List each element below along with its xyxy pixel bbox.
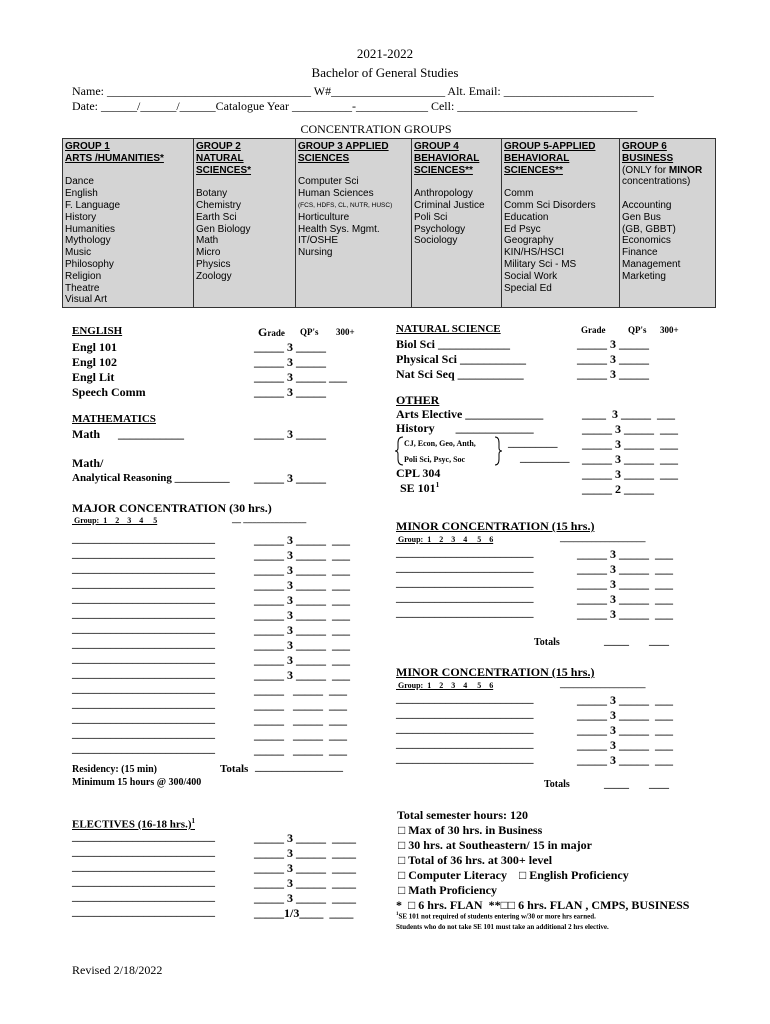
group-1-item: Mythology: [65, 235, 111, 247]
check-southeastern-hours[interactable]: □ 30 hrs. at Southeastern/ 15 in major: [398, 838, 592, 852]
group-2-item: Botany: [196, 188, 228, 200]
left-grade-header: Grade: [258, 325, 285, 339]
major-course-grade[interactable]: _____ 3 _____ ___: [254, 668, 350, 682]
major-course-grade[interactable]: _____ _____ ___: [254, 728, 347, 742]
major-course-grade[interactable]: _____ _____ ___: [254, 683, 347, 697]
group-6-item: [622, 188, 715, 200]
group-5-header: GROUP 5-APPLIED BEHAVIORAL SCIENCES**: [504, 141, 596, 176]
physical-sci-grade[interactable]: _____ 3 _____: [577, 352, 649, 366]
nat-sci-seq[interactable]: Nat Sci Seq ___________: [396, 367, 524, 381]
minor-course-field[interactable]: _________________________: [396, 693, 534, 705]
group-5-column: [501, 139, 619, 307]
other-course-grade[interactable]: _____ 2 _____: [582, 482, 654, 496]
social-science-line-2[interactable]: _________: [520, 452, 570, 464]
group-6-item: Accounting: [622, 199, 672, 211]
poli-sci-psyc-soc-label: Poli Sci, Psyc, Soc: [404, 455, 466, 464]
group-4-item: [414, 176, 501, 188]
physical-sci[interactable]: Physical Sci ___________: [396, 352, 527, 366]
group-2-items: [196, 176, 295, 282]
engl-102: Engl 102: [72, 355, 118, 369]
minor-course-grade[interactable]: _____ 3 _____ ___: [577, 693, 673, 707]
left-qps-header: QP's: [300, 327, 319, 337]
footnote-se101: $^1$SE 101 not required of students entering w/30 or more hrs earned.: [396, 912, 596, 921]
group-4-item: Anthropology: [414, 188, 473, 200]
minor-course-grade[interactable]: _____ 3 _____ ___: [577, 577, 673, 591]
group-2-item: Micro: [196, 247, 221, 259]
check-math-proficiency[interactable]: □ Math Proficiency: [398, 883, 497, 897]
social-science-line-1[interactable]: _________: [508, 437, 558, 449]
group-2-item: Chemistry: [196, 199, 242, 211]
name-line[interactable]: Name: __________________________________ W#___________________ Alt. Email: _________________________: [72, 84, 654, 98]
major-course-field[interactable]: __________________________: [72, 548, 215, 560]
group-5-items: [504, 176, 619, 294]
total-semester-hours: Total semester hours: 120: [397, 808, 528, 822]
group-5-item: Comm Sci Disorders: [504, 199, 596, 211]
group-1-item: Philosophy: [65, 258, 114, 270]
group-6-item: Finance: [622, 247, 658, 259]
group-1-item: F. Language: [65, 199, 121, 211]
major-course-grade[interactable]: _____ 3 _____ ___: [254, 593, 350, 607]
minor-course-field[interactable]: _________________________: [396, 592, 534, 604]
group-5-item: Ed Psyc: [504, 223, 541, 235]
group-2-item: Earth Sci: [196, 211, 237, 223]
major-course-grade[interactable]: _____ 3 _____ ___: [254, 623, 350, 637]
minor-1-group-line[interactable]: ___________________: [560, 533, 646, 543]
major-course-grade[interactable]: _____ 3 _____ ___: [254, 563, 350, 577]
group-2-column: [193, 139, 295, 307]
major-course-field[interactable]: __________________________: [72, 593, 215, 605]
group-5-item: Military Sci - MS: [504, 258, 577, 270]
minor-course-grade[interactable]: _____ 3 _____ ___: [577, 592, 673, 606]
major-course-field[interactable]: __________________________: [72, 713, 215, 725]
engl-102-grade[interactable]: _____ 3 _____: [254, 355, 326, 369]
group-1-items: [65, 165, 193, 307]
major-course-grade[interactable]: _____ 3 _____ ___: [254, 608, 350, 622]
minor-course-field[interactable]: _________________________: [396, 562, 534, 574]
group-1-item: English: [65, 188, 98, 200]
right-300-header: 300+: [660, 325, 679, 335]
group-2-header: GROUP 2 NATURAL SCIENCES*: [196, 141, 252, 176]
engl-lit-grade[interactable]: _____ 3 _____ ___: [254, 370, 347, 384]
minor-1-totals-label: Totals: [534, 637, 560, 648]
group-3-items: [298, 165, 411, 200]
minor-course-field[interactable]: _________________________: [396, 607, 534, 619]
elective-course-field[interactable]: __________________________: [72, 891, 215, 903]
group-5-item: Education: [504, 211, 549, 223]
speech-comm-grade[interactable]: _____ 3 _____: [254, 385, 326, 399]
minor-course-field[interactable]: _________________________: [396, 577, 534, 589]
check-computer-english[interactable]: □ Computer Literacy □ English Proficiency: [398, 868, 629, 882]
major-group-line[interactable]: __ ______________: [232, 514, 307, 524]
other-course-grade[interactable]: _____ 3 _____ ___: [582, 437, 678, 451]
biol-sci[interactable]: Biol Sci ____________: [396, 337, 511, 351]
group-4-item: Criminal Justice: [414, 199, 485, 211]
check-max-business[interactable]: □ Max of 30 hrs. in Business: [398, 823, 543, 837]
history-field[interactable]: History _____________: [396, 421, 534, 435]
group-3-item: [298, 165, 411, 177]
group-6-note: (ONLY for MINOR: [622, 164, 703, 176]
major-course-field[interactable]: __________________________: [72, 743, 215, 755]
math2-label: Math/: [72, 456, 104, 470]
elective-course-field[interactable]: __________________________: [72, 861, 215, 873]
major-course-field[interactable]: __________________________: [72, 563, 215, 575]
major-concentration-heading: MAJOR CONCENTRATION (30 hrs.): [72, 501, 272, 515]
group-3-column: [295, 139, 411, 307]
group-5-item: Geography: [504, 235, 554, 247]
page-title: Bachelor of General Studies: [311, 65, 459, 80]
biol-sci-grade[interactable]: _____ 3 _____: [577, 337, 649, 351]
group-6-item: Marketing: [622, 270, 666, 282]
math-grade[interactable]: _____ 3 _____: [254, 427, 326, 441]
year-heading: 2021-2022: [356, 46, 414, 61]
right-qps-header: QP's: [628, 325, 647, 335]
major-group-selector[interactable]: Group: 1 2 3 4 5: [72, 516, 158, 525]
group-3-item: Health Sys. Mgmt.: [298, 223, 380, 235]
cpl-304: CPL 304: [396, 466, 441, 480]
elective-course-field[interactable]: __________________________: [72, 876, 215, 888]
minor-course-grade[interactable]: _____ 3 _____ ___: [577, 753, 673, 767]
group-3-items-more: [298, 212, 411, 259]
major-course-field[interactable]: __________________________: [72, 623, 215, 635]
minor-course-grade[interactable]: _____ 3 _____ ___: [577, 708, 673, 722]
mathematics-heading: MATHEMATICS: [72, 413, 156, 425]
group-6-item: Gen Bus: [622, 211, 661, 223]
cj-econ-geo-anth-label: CJ, Econ, Geo, Anth,: [404, 439, 476, 448]
group-3-header: GROUP 3 APPLIED SCIENCES: [298, 141, 389, 164]
other-course-grade[interactable]: _____ 3 _____ ___: [582, 422, 678, 436]
elective-course-grade[interactable]: _____ 3 _____ ____: [254, 876, 356, 890]
major-course-grade[interactable]: _____ 3 _____ ___: [254, 548, 350, 562]
group-6-item: Management: [622, 258, 681, 270]
group-6-header: GROUP 6 BUSINESS: [622, 141, 674, 164]
check-300-level[interactable]: □ Total of 36 hrs. at 300+ level: [398, 853, 553, 867]
minor-1-group-selector[interactable]: Group: 1 2 3 4 5 6: [396, 535, 494, 544]
group-2-item: [196, 176, 295, 188]
left-300-header: 300+: [336, 327, 355, 337]
major-course-grade[interactable]: _____ 3 _____ ___: [254, 653, 350, 667]
group-5-item: Special Ed: [504, 282, 552, 294]
major-course-field[interactable]: __________________________: [72, 668, 215, 680]
group-2-item: Zoology: [196, 270, 232, 282]
major-course-field[interactable]: __________________________: [72, 578, 215, 590]
right-grade-header: Grade: [581, 325, 606, 335]
minor-course-field[interactable]: _________________________: [396, 723, 534, 735]
concentration-groups-table: [62, 138, 716, 308]
group-2-item: Gen Biology: [196, 223, 251, 235]
concentration-title: CONCENTRATION GROUPS: [300, 122, 452, 136]
group-5-item: [504, 176, 619, 188]
group-4-column: [411, 139, 501, 307]
elective-course-grade[interactable]: _____ 3 _____ ____: [254, 846, 356, 860]
electives-heading: ELECTIVES (16-18 hrs.)$^1$: [72, 817, 195, 831]
minor-concentration-1-heading: MINOR CONCENTRATION (15 hrs.): [396, 519, 595, 533]
major-course-field[interactable]: __________________________: [72, 638, 215, 650]
group-1-item: Music: [65, 247, 92, 259]
elective-course-field[interactable]: __________________________: [72, 831, 215, 843]
group-3-item: Nursing: [298, 247, 333, 259]
other-course-grade[interactable]: _____ 3 _____ ___: [582, 467, 678, 481]
major-course-field[interactable]: __________________________: [72, 653, 215, 665]
analytical-grade[interactable]: _____ 3 _____: [254, 471, 326, 485]
minor-2-totals-label: Totals: [544, 779, 570, 790]
major-course-grade[interactable]: _____ 3 _____ ___: [254, 578, 350, 592]
nat-sci-seq-grade[interactable]: _____ 3 _____: [577, 367, 649, 381]
group-1-header: GROUP 1 ARTS /HUMANITIES*: [65, 141, 164, 164]
minor-1-totals-fields[interactable]: _____ ____: [604, 636, 669, 647]
group-6-item: (GB, GBBT): [622, 223, 676, 235]
group-5-item: KIN/HS/HSCI: [504, 247, 565, 259]
group-1-column: [63, 139, 193, 307]
group-3-item: Computer Sci: [298, 176, 359, 188]
group-3-item: IT/OSHE: [298, 235, 339, 247]
major-totals-label: Totals: [220, 763, 249, 775]
minor-course-field[interactable]: _________________________: [396, 753, 534, 765]
residency-label: Residency: (15 min): [72, 764, 157, 775]
minimum-hours-label: Minimum 15 hours @ 300/400: [72, 777, 202, 788]
other-course-grade[interactable]: _____ 3 _____ ___: [582, 452, 678, 466]
group-1-item: [65, 165, 193, 177]
other-heading: OTHER: [396, 393, 440, 407]
major-course-grade[interactable]: _____ _____ ___: [254, 698, 347, 712]
group-6-item: Economics: [622, 235, 671, 247]
minor-2-group-line[interactable]: ___________________: [560, 679, 646, 689]
minor-course-field[interactable]: _________________________: [396, 738, 534, 750]
group-4-item: Poli Sci: [414, 211, 448, 223]
major-course-grade[interactable]: _____ _____ ___: [254, 713, 347, 727]
minor-course-grade[interactable]: _____ 3 _____ ___: [577, 562, 673, 576]
group-1-item: Dance: [65, 176, 94, 188]
elective-course-grade[interactable]: _____ 3 _____ ____: [254, 861, 356, 875]
group-2-item: Math: [196, 235, 219, 247]
natural-science-heading: NATURAL SCIENCE: [396, 323, 501, 335]
elective-course-grade[interactable]: _____ 3 _____ ____: [254, 891, 356, 905]
elective-course-grade[interactable]: _____1/3____ ____: [254, 906, 354, 920]
speech-comm: Speech Comm: [72, 385, 146, 399]
engl-101-grade[interactable]: _____ 3 _____: [254, 340, 326, 354]
minor-course-grade[interactable]: _____ 3 _____ ___: [577, 738, 673, 752]
minor-concentration-2-heading: MINOR CONCENTRATION (15 hrs.): [396, 665, 595, 679]
math-label: Math: [72, 427, 100, 441]
group-6-items: [622, 188, 715, 282]
major-course-grade[interactable]: _____ 3 _____ ___: [254, 533, 350, 547]
minor-course-field[interactable]: _________________________: [396, 547, 534, 559]
major-course-grade[interactable]: _____ _____ ___: [254, 743, 347, 757]
minor-course-grade[interactable]: _____ 3 _____ ___: [577, 547, 673, 561]
other-course-grade[interactable]: ____ 3 _____ ___: [582, 407, 675, 421]
group-1-item: Theatre: [65, 282, 100, 294]
group-5-item: Social Work: [504, 270, 558, 282]
analytical-reasoning[interactable]: Analytical Reasoning __________: [72, 472, 230, 484]
date-line[interactable]: Date: ______/______/______Catalogue Year __________-____________ Cell: ______________________________: [72, 99, 638, 113]
se-101: SE $101^1$: [400, 481, 440, 495]
engl-lit: Engl Lit: [72, 370, 115, 384]
group-5-item: Comm: [504, 188, 534, 200]
right-brace-icon: [494, 436, 504, 466]
arts-elective[interactable]: Arts Elective _____________: [396, 407, 544, 421]
group-3-item: Horticulture: [298, 211, 350, 223]
minor-course-grade[interactable]: _____ 3 _____ ___: [577, 607, 673, 621]
group-4-header: GROUP 4 BEHAVIORAL SCIENCES**: [414, 141, 480, 176]
major-course-field[interactable]: __________________________: [72, 533, 215, 545]
group-2-item: Physics: [196, 258, 231, 270]
math-course-field[interactable]: ___________: [118, 427, 184, 441]
group-1-item: Humanities: [65, 223, 116, 235]
major-course-field[interactable]: __________________________: [72, 698, 215, 710]
minor-2-group-selector[interactable]: Group: 1 2 3 4 5 6: [396, 681, 494, 690]
group-1-item: History: [65, 211, 97, 223]
group-1-item: Visual Art: [65, 294, 108, 306]
group-1-item: Religion: [65, 270, 102, 282]
engl-101: Engl 101: [72, 340, 118, 354]
major-course-field[interactable]: __________________________: [72, 728, 215, 740]
major-totals-line[interactable]: ________________: [255, 761, 343, 773]
elective-course-field[interactable]: __________________________: [72, 906, 215, 918]
group-4-items: [414, 176, 501, 247]
check-flan[interactable]: * □ 6 hrs. FLAN **□□ 6 hrs. FLAN , CMPS, BUSINESS: [396, 898, 690, 912]
human-sciences-note: (FCS, HDFS, CL, NUTR, HUSC): [298, 201, 393, 209]
group-3-item: Human Sciences: [298, 188, 374, 200]
footnote-elective: Students who do not take SE 101 must take an additional 2 hrs elective.: [396, 923, 609, 931]
major-course-grade[interactable]: _____ 3 _____ ___: [254, 638, 350, 652]
group-6-column: [619, 139, 715, 307]
minor-course-field[interactable]: _________________________: [396, 708, 534, 720]
english-heading: ENGLISH: [72, 325, 123, 337]
group-4-item: Sociology: [414, 235, 458, 247]
elective-course-grade[interactable]: _____ 3 _____ ____: [254, 831, 356, 845]
minor-2-totals-fields[interactable]: _____ ____: [604, 779, 669, 790]
revised-date: Revised 2/18/2022: [72, 963, 163, 977]
minor-course-grade[interactable]: _____ 3 _____ ___: [577, 723, 673, 737]
major-course-field[interactable]: __________________________: [72, 683, 215, 695]
group-6-note-2: concentrations): [622, 176, 691, 188]
group-4-item: Psychology: [414, 223, 466, 235]
elective-course-field[interactable]: __________________________: [72, 846, 215, 858]
major-course-field[interactable]: __________________________: [72, 608, 215, 620]
